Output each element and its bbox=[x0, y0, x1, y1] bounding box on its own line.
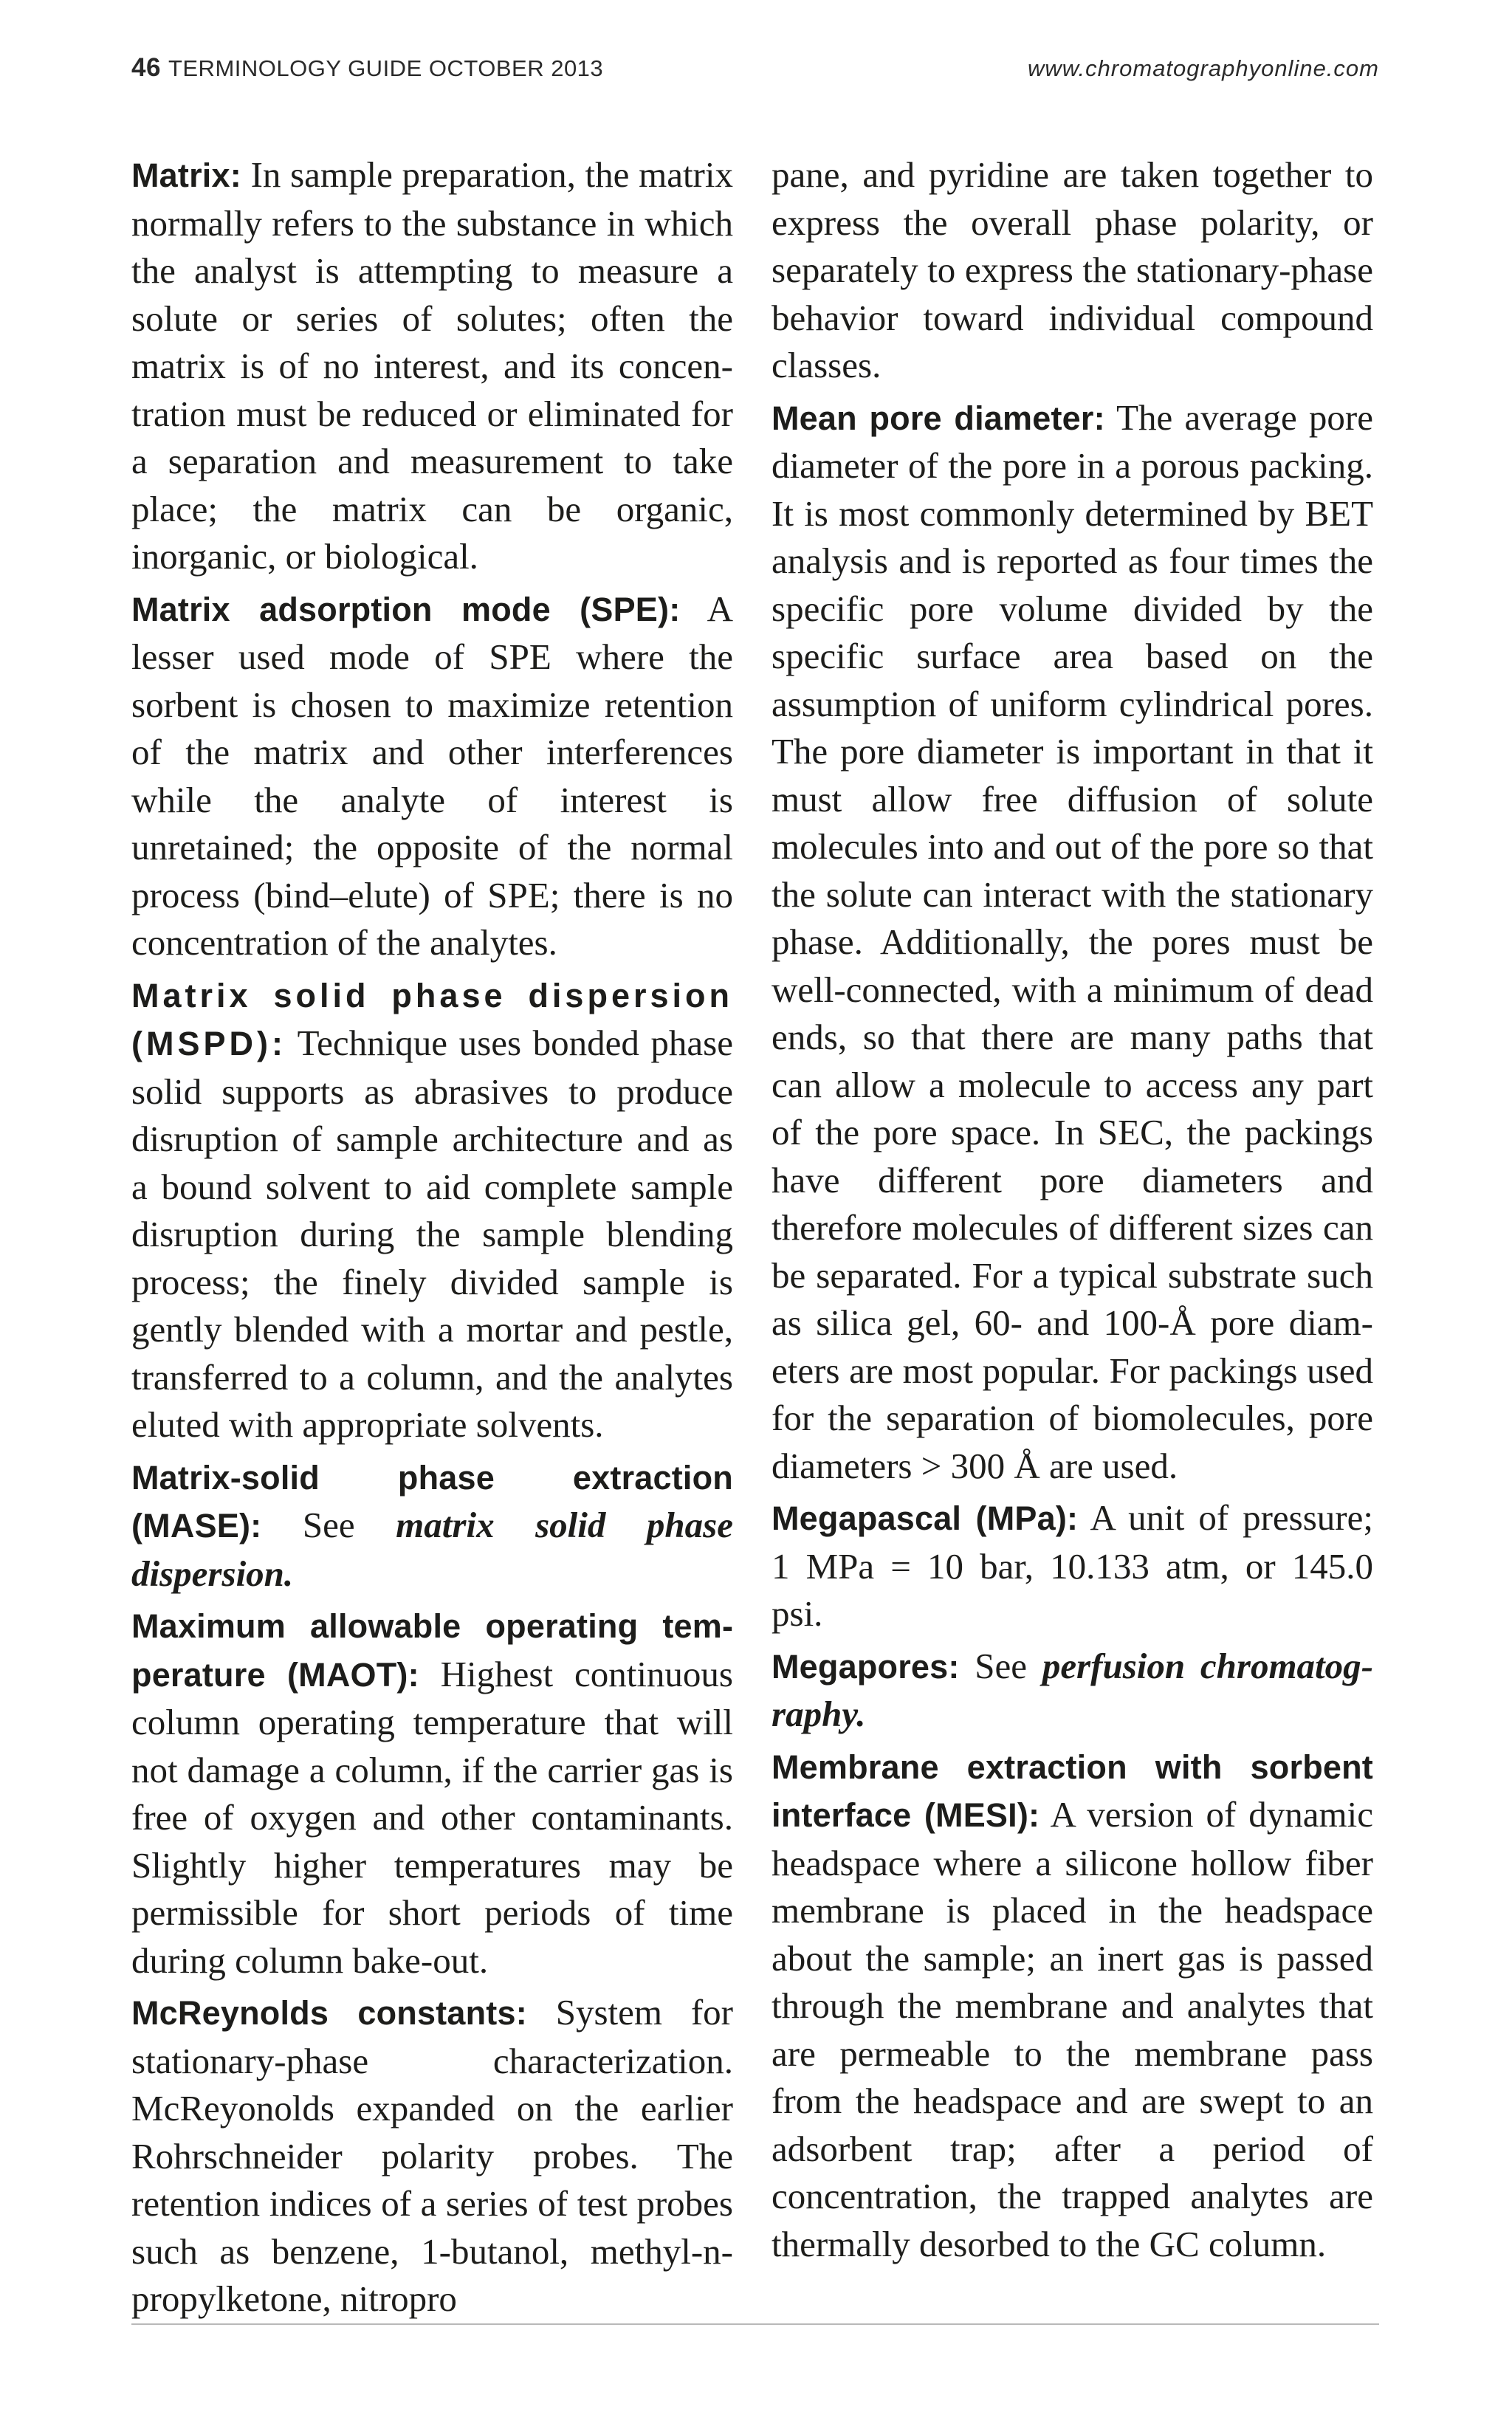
entry-term: Matrix-solid phase extraction (MASE): bbox=[131, 1458, 733, 1545]
page-header bbox=[131, 53, 1379, 95]
running-head bbox=[131, 53, 603, 83]
glossary-entry-megapascal bbox=[772, 1494, 1373, 1638]
page-number: 46 bbox=[131, 53, 161, 82]
entry-definition: Highest continuous column operating temperature that will not damage a column, if the carrier gas is free of oxygen and other contaminants. Slightly higher temperatures may be permissible for short periods of time during column bake-out. bbox=[131, 1653, 733, 1981]
entry-term: Maximum allowable operating temperature (MAOT): bbox=[131, 1607, 733, 1694]
entry-term: Membrane extraction with sorbent interface (MESI): bbox=[772, 1748, 1373, 1834]
entry-definition: A unit of pressure; 1 MPa = 10 bar, 10.133 atm, or 145.0 psi. bbox=[772, 1497, 1373, 1634]
glossary-entry-mase bbox=[131, 1454, 733, 1598]
glossary-entry-mcreynolds-constants bbox=[131, 1989, 733, 2323]
footer-divider bbox=[131, 2323, 1379, 2325]
entry-definition: pane, and pyridine are taken together to express the overall phase polarity, or separately to express the stationary-phase behavior toward individual compound classes. bbox=[772, 154, 1373, 385]
entry-definition: The average pore diameter of the pore in a porous packing. It is most commonly determined by BET analysis and is reported as four times the specific pore volume divided by the specific surface area based on the assumption of uniform cylindrical pores. The pore diameter is important in that it must allow free diffusion of solute molecules into and out of the pore so that the solute can interact with the stationary phase. Additionally, the pores must be well-connected, with a minimum of dead ends, so that there are many paths that can allow a molecule to access any part of the pore space. In SEC, the packings have different pore diameters and therefore molecules of different sizes can be separated. For a typical substrate such as silica gel, 60- and 100-Å pore diameters are most popular. For packings used for the separation of biomolecules, pore diameters > 300 Å are used. bbox=[772, 396, 1373, 1486]
entry-definition: Technique uses bonded phase solid supports as abrasives to produce disruption of sample architecture and as a bound solvent to aid complete sample disruption during the sample blending process; the finely divided sample is gently blended with a mortar and pestle, transferred to a column, and the analytes eluted with appropriate solvents. bbox=[131, 1023, 733, 1445]
cross-reference: matrix solid phase dispersion. bbox=[131, 1505, 733, 1594]
entry-definition: System for stationary-phase characterization. McReyonolds expanded on the earlier Rohrschneider polarity probes. The retention indices of a series of test probes such as benzene, 1-butanol, methyl-n-propylketone, nitropro bbox=[131, 1992, 733, 2319]
entry-definition: A version of dynamic headspace where a silicone hollow fiber membrane is placed in the headspace about the sample; an inert gas is passed through the membrane and analytes that are permeable to the membrane pass from the headspace and are swept to an adsorbent trap; after a period of concentration, the trapped analytes are thermally desorbed to the GC column. bbox=[772, 1794, 1373, 2264]
entry-definition: In sample preparation, the matrix normally refers to the substance in which the analyst is attempting to measure a solute or series of solutes; often the matrix is of no interest, and its concentration must be reduced or eliminated for a separation and measurement to take place; the matrix can be organic, inorganic, or biological. bbox=[131, 154, 733, 577]
entry-definition: A lesser used mode of SPE where the sorbent is chosen to maximize retention of the matrix and other interferences while the analyte of interest is unretained; the opposite of the normal process (bind–elute) of SPE; there is no concentration of the analytes. bbox=[131, 588, 733, 963]
entry-definition: See bbox=[959, 1645, 1042, 1686]
entry-term: McReynolds constants: bbox=[131, 1994, 527, 2032]
glossary-entry-mspd bbox=[131, 972, 733, 1449]
glossary-entry-continued bbox=[772, 151, 1373, 390]
cross-reference: perfusion chromatography. bbox=[772, 1645, 1374, 1734]
glossary-entry-matrix bbox=[131, 151, 733, 581]
glossary-entry-mean-pore-diameter bbox=[772, 394, 1373, 1491]
entry-term: Mean pore diameter: bbox=[772, 399, 1105, 437]
entry-term: Matrix: bbox=[131, 157, 241, 194]
website-url: www.chromatographyonline.com bbox=[1028, 55, 1379, 81]
entry-definition: See bbox=[261, 1505, 396, 1545]
glossary-entry-mesi bbox=[772, 1743, 1373, 2269]
glossary-entry-matrix-adsorption-mode bbox=[131, 585, 733, 967]
entry-term: Megapores: bbox=[772, 1647, 960, 1686]
glossary-entry-megapores bbox=[772, 1643, 1373, 1739]
entry-term: Matrix adsorption mode (SPE): bbox=[131, 590, 681, 628]
left-column bbox=[131, 151, 733, 2328]
running-title: TERMINOLOGY GUIDE OCTOBER 2013 bbox=[168, 55, 604, 81]
entry-term: Megapascal (MPa): bbox=[772, 1499, 1079, 1537]
glossary-entry-maot bbox=[131, 1602, 733, 1985]
right-column bbox=[772, 151, 1373, 2272]
entry-term: Matrix solid phase dispersion (MSPD): bbox=[131, 976, 733, 1062]
